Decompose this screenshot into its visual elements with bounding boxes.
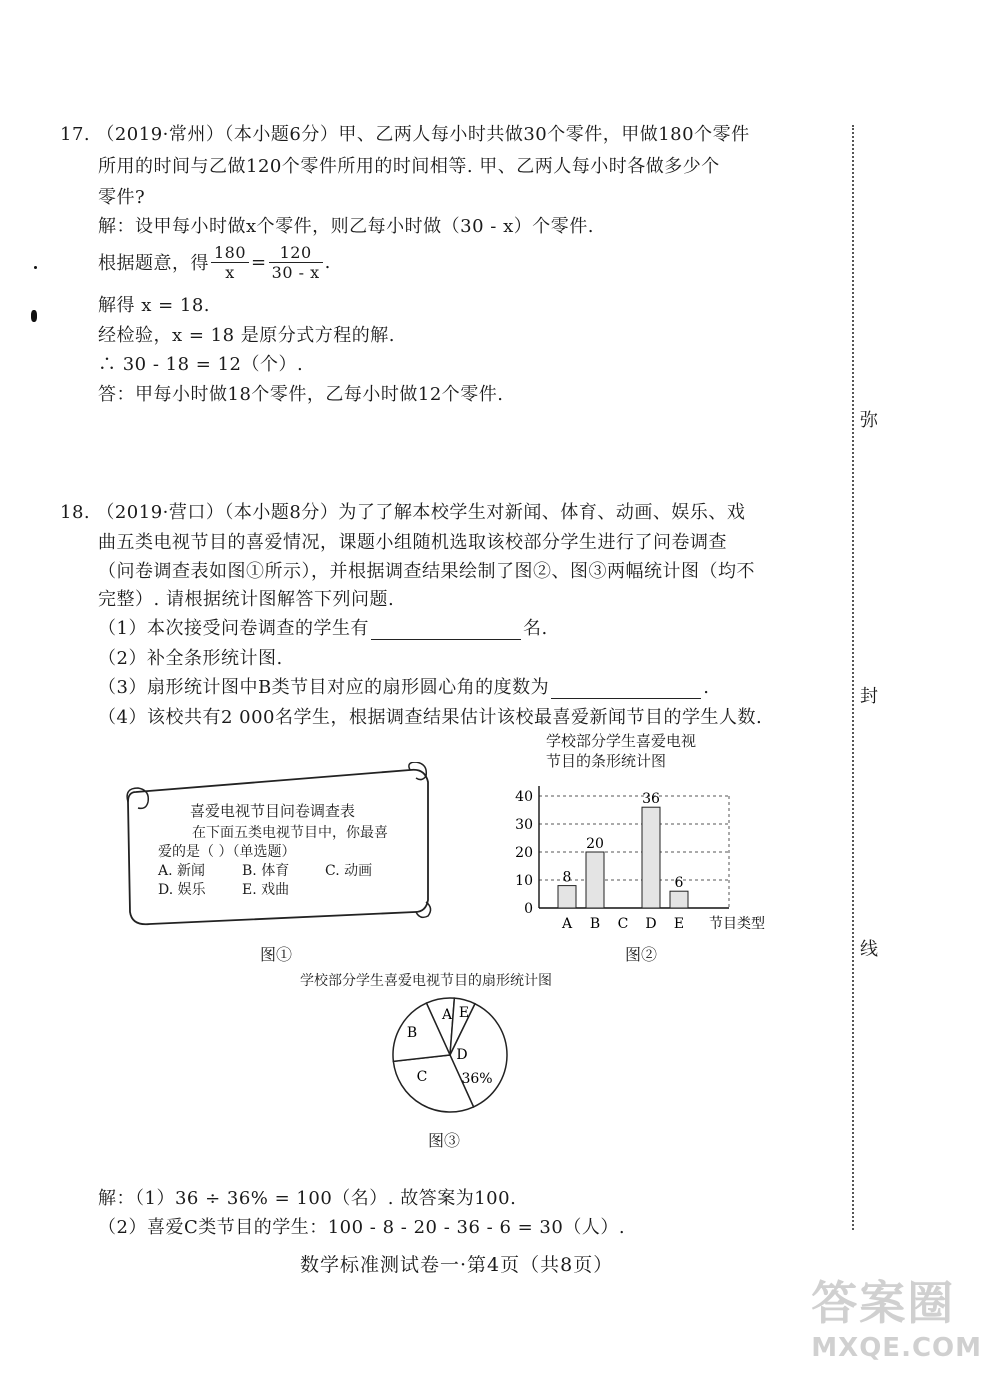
y-tick-label: 30: [515, 817, 533, 833]
figure-3-caption: 图③: [428, 1131, 461, 1150]
x-tick-label: A: [561, 916, 573, 932]
survey-option-d: D. 娱乐: [158, 882, 206, 898]
bar: [586, 852, 604, 908]
pie-slice-label: C: [416, 1069, 428, 1085]
q18-part-3: [98, 673, 709, 699]
seal-char-2: 封: [860, 686, 878, 707]
survey-option-b: B. 体育: [242, 863, 290, 879]
q18-line1: 18. （2019·营口）（本小题8分）为了了解本校学生对新闻、体育、动画、娱乐、戏: [60, 502, 746, 523]
q17-solution-6: 答：甲每小时做18个零件，乙每小时做12个零件.: [98, 384, 504, 405]
bar-chart-title-2: 节目的条形统计图: [546, 752, 667, 770]
watermark-logo: [811, 1267, 982, 1363]
q18-solution-1: 解：（1）36 ÷ 36% = 100（名）. 故答案为100.: [98, 1188, 517, 1209]
watermark-text: 答案圈: [811, 1276, 956, 1330]
y-tick-label: 0: [524, 901, 533, 917]
bar-chart-title-1: 学校部分学生喜爱电视: [546, 732, 697, 750]
watermark-url: MXQE.COM: [811, 1333, 982, 1363]
pie-slice-label: A: [441, 1007, 453, 1023]
pie-chart: [380, 995, 520, 1120]
y-tick-label: 20: [515, 845, 533, 861]
bar-data-label: 6: [674, 875, 684, 892]
seal-dotted-line: [852, 125, 854, 1230]
x-tick-label: C: [617, 916, 629, 932]
x-tick-label: D: [645, 916, 657, 932]
fraction-2: [269, 243, 323, 282]
q18-line4: 完整）. 请根据统计图解答下列问题.: [98, 589, 395, 610]
bar-data-label: 8: [562, 869, 572, 886]
q17-solution-4: 经检验，x = 18 是原分式方程的解.: [98, 325, 396, 346]
pie-slice-label: E: [458, 1005, 470, 1021]
bar: [670, 891, 688, 908]
q17-solution-2: [98, 242, 331, 282]
q18-part-3-prefix: （3）扇形统计图中B类节目对应的扇形圆心角的度数为: [98, 677, 550, 698]
bar-data-label: 20: [586, 836, 604, 852]
q17-solution-3: 解得 x = 18.: [98, 295, 211, 316]
q17-solution-1: 解：设甲每小时做x个零件，则乙每小时做（30 - x）个零件.: [98, 216, 594, 237]
q18-part-1: [98, 614, 548, 640]
figure-2-caption: 图②: [625, 945, 658, 964]
survey-option-c: C. 动画: [325, 863, 373, 879]
q17-solution-5: ∴ 30 - 18 = 12（个）.: [98, 354, 304, 375]
bar-data-label: 36: [642, 791, 660, 808]
q17-line1: 17. （2019·常州）（本小题6分）甲、乙两人每小时共做30个零件，甲做180个零件: [60, 124, 750, 145]
answer-blank[interactable]: [371, 621, 521, 640]
survey-line-1: 在下面五类电视节目中，你最喜: [192, 825, 388, 841]
fraction-1-numerator: 180: [211, 243, 249, 263]
y-tick-label: 10: [515, 873, 533, 889]
survey-line-2: 爱的是（ ）（单选题）: [158, 844, 296, 860]
survey-option-e: E. 戏曲: [242, 882, 290, 898]
bar: [642, 807, 660, 908]
pie-slice-label: D: [456, 1047, 468, 1063]
q18-part-4: （4）该校共有2 000名学生，根据调查结果估计该校最喜爱新闻节目的学生人数.: [98, 707, 763, 728]
q18-solution-2: （2）喜爱C类节目的学生：100 - 8 - 20 - 36 - 6 = 30（人）.: [98, 1217, 626, 1238]
x-axis-label: 节目类型: [709, 916, 765, 932]
fraction-2-denominator: 30 - x: [271, 262, 320, 282]
pie-value-label-d: 36%: [461, 1071, 493, 1087]
x-tick-label: E: [673, 916, 685, 932]
fraction-2-numerator: 120: [269, 243, 323, 263]
pie-chart-title: 学校部分学生喜爱电视节目的扇形统计图: [300, 973, 552, 989]
q17-line2: 所用的时间与乙做120个零件所用的时间相等. 甲、乙两人每小时各做多少个: [98, 156, 720, 177]
seal-char-1: 弥: [860, 410, 878, 431]
page-footer: 数学标准测试卷一·第4页（共8页）: [300, 1254, 614, 1276]
fraction-1-denominator: x: [225, 262, 235, 282]
q18-line3: （问卷调查表如图①所示），并根据调查结果绘制了图②、图③两幅统计图（均不: [98, 561, 755, 582]
q18-part-1-prefix: （1）本次接受问卷调查的学生有: [98, 618, 369, 639]
q18-line2: 曲五类电视节目的喜爱情况，课题小组随机选取该校部分学生进行了问卷调查: [98, 532, 727, 553]
pie-slice-label: B: [406, 1025, 418, 1041]
seal-char-3: 线: [860, 939, 878, 960]
bar: [558, 886, 576, 908]
scan-dot: [31, 310, 37, 322]
answer-blank[interactable]: [551, 680, 701, 699]
equals-sign: =: [251, 251, 267, 273]
q17-sol2-prefix: 根据题意，得: [98, 253, 209, 274]
q18-part-2: （2）补全条形统计图.: [98, 648, 283, 669]
y-tick-label: 40: [515, 789, 533, 805]
q18-part-3-suffix: .: [703, 677, 710, 698]
survey-option-a: A. 新闻: [158, 863, 206, 879]
scan-dot: [34, 266, 37, 269]
figure-1-caption: 图①: [260, 945, 293, 964]
q17-sol2-suffix: .: [324, 251, 331, 273]
fraction-1: [211, 243, 249, 282]
bar-chart: [505, 778, 795, 938]
q17-line3: 零件?: [98, 187, 146, 208]
x-tick-label: B: [589, 916, 601, 932]
q18-part-1-suffix: 名.: [522, 618, 548, 639]
survey-title: 喜爱电视节目问卷调查表: [190, 802, 356, 820]
